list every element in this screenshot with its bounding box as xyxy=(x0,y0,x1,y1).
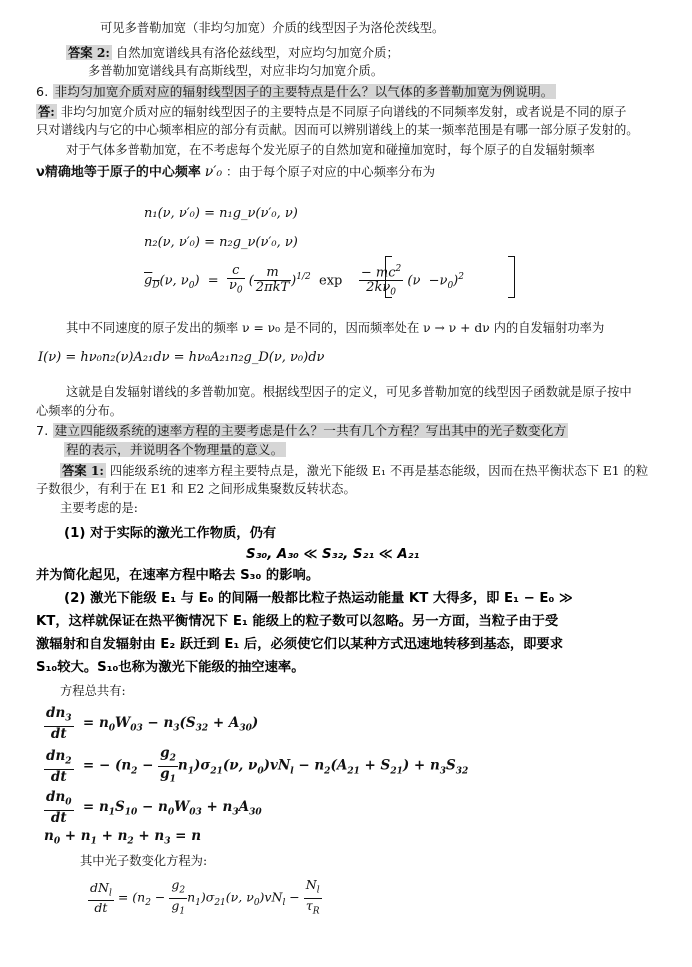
text-line: 子数很少，有利于在 E1 和 E2 之间形成集聚数反转状态。 xyxy=(36,482,356,496)
scan-line: (1) 对于实际的激光工作物质，仍有 xyxy=(64,526,277,541)
text-span: ：由于每个原子对应的中心频率分布为 xyxy=(226,165,436,179)
scan-line: 激辐射和自发辐射由 E₂ 跃迁到 E₁ 后，必须使它们以某种方式迅速地转移到基态，即要求 xyxy=(36,637,564,652)
text-line xyxy=(36,164,435,181)
photon-equation: $\frac{dN_l}{dt}$ = ($n_2$ − $\frac{g_2}{g_1}$ $n_1)\sigma_{21}(\nu$, $\nu_0)vN_l$ − $\frac{N_l}{\tau_R}$ xyxy=(90,877,320,916)
rate-equation-1: $\frac{dn_3}{dt}$ = $n_0W_{03} - n_3(S_{32} + A_{30})$ xyxy=(46,705,259,742)
text-span: 非均匀加宽介质对应的辐射线型因子的主要特点是不同原子向谱线的不同频率发射，或者说是不同的原子 xyxy=(60,105,627,119)
answer-line xyxy=(60,462,648,480)
question-number: 6. xyxy=(36,84,49,99)
text-span: 四能级系统的速率方程主要特点是，激光下能级 E₁ 不再是基态能级，因而在热平衡状态下 E1 的粒 xyxy=(109,464,649,478)
answer-line xyxy=(66,44,399,62)
answer-label: 答案 2: xyxy=(68,45,110,60)
scan-line: (2) 激光下能级 E₁ 与 E₀ 的间隔一般都比粒子热运动能量 KT 大得多，即 E₁ − E₀ ≫ xyxy=(64,591,573,606)
question-7 xyxy=(36,422,568,439)
text-line: 可见多普勒加宽（非均匀加宽）介质的线型因子为洛伦茨线型。 xyxy=(100,21,445,35)
question-text: 建立四能级系统的速率方程的主要考虑是什么？一共有几个方程？写出其中的光子数变化方 xyxy=(54,423,567,438)
question-number: 7. xyxy=(36,423,49,438)
text-span: ν精确地等于原子的中心频率 xyxy=(36,165,201,180)
scan-line: S₁₀较大。S₁₀也称为激光下能级的抽空速率。 xyxy=(36,660,305,675)
rate-equation-3: $\frac{dn_0}{dt}$ = $n_1S_{10} - n_0W_{03} + n_3A_{30}$ xyxy=(46,789,262,826)
equation-gaussian: $g_D(\nu$, $\nu_0$) = $\frac{c}{\nu_0}$ ( $\frac{m}{\text{2πkT}}$ )$^{1/2}$ exp $\frac{- mc^2}{2k\nu_0}$ $(\nu -\nu_0)^2$ xyxy=(144,263,464,298)
text-span: 自然加宽谱线具有洛伦兹线型，对应均匀加宽介质； xyxy=(115,46,399,60)
rate-equation-sum: $n_0 + n_1 + n_2 + n_3 = n$ xyxy=(44,828,202,847)
equation-intensity: I(ν) = hν₀n₂(ν)A₂₁dν = hν₀A₂₁n₂g_D(ν, ν₀)dν xyxy=(38,350,325,365)
question-7-cont xyxy=(64,441,286,458)
scan-line: 并为简化起见，在速率方程中略去 S₃₀ 的影响。 xyxy=(36,568,320,583)
text-line: 多普勒加宽谱线具有高斯线型，对应非均匀加宽介质。 xyxy=(88,64,384,78)
scan-equation: S₃₀, A₃₀ ≪ S₃₂, S₂₁ ≪ A₂₁ xyxy=(246,547,420,562)
equation-n1: n₁(ν, ν′₀) = n₁g_ν(ν′₀, ν) xyxy=(144,206,298,221)
text-line: 方程总共有: xyxy=(60,684,126,698)
text-line: 主要考虑的是: xyxy=(60,501,138,515)
scan-line: KT，这样就保证在热平衡情况下 E₁ 能级上的粒子数可以忽略。另一方面，当粒子由于受 xyxy=(36,614,559,629)
math-span: ν′₀ xyxy=(204,164,223,180)
text-line: 其中光子数变化方程为: xyxy=(80,854,208,868)
answer-label: 答案 1: xyxy=(62,463,104,478)
question-text: 程的表示，并说明各个物理量的意义。 xyxy=(66,442,284,457)
right-bracket xyxy=(508,256,515,298)
text-line: 对于气体多普勒加宽，在不考虑每个发光原子的自然加宽和碰撞加宽时，每个原子的自发辐射频率 xyxy=(66,143,595,157)
question-6 xyxy=(36,83,556,100)
answer-line xyxy=(36,103,626,121)
question-text: 非均匀加宽介质对应的辐射线型因子的主要特点是什么？以气体的多普勒加宽为例说明。 xyxy=(54,84,554,99)
answer-label: 答: xyxy=(38,104,55,119)
rate-equation-2: $\frac{dn_2}{dt}$ = − ($n_2$ − $\frac{g_2}{g_1}$ $n_1)\sigma_{21}(\nu$, $\nu_0)vN_l - n_2(A_{21} + S_{21}) + n_3S_{32}$ xyxy=(46,745,469,785)
text-line: 这就是自发辐射谱线的多普勒加宽。根据线型因子的定义，可见多普勒加宽的线型因子函数就是原子按中 xyxy=(66,385,632,399)
left-bracket xyxy=(385,256,392,298)
text-line: 其中不同速度的原子发出的频率 ν = ν₀ 是不同的，因而频率处在 ν → ν + dν 内的自发辐射功率为 xyxy=(66,321,605,335)
text-line: 心频率的分布。 xyxy=(36,404,123,418)
equation-n2: n₂(ν, ν′₀) = n₂g_ν(ν′₀, ν) xyxy=(144,235,298,250)
text-line: 只对谱线内与它的中心频率相应的部分有贡献。因而可以辨别谱线上的某一频率范围是有哪一部分原子发射的。 xyxy=(36,123,639,137)
